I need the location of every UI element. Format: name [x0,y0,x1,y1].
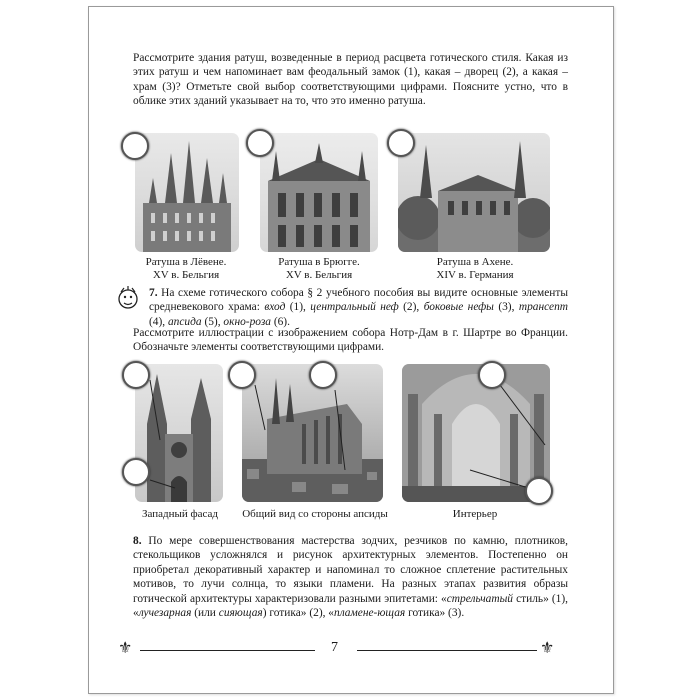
caption-interior: Интерьер [452,508,498,520]
thinking-icon [116,285,140,311]
answer-circle-interior-bottom[interactable] [525,477,553,505]
task8-number: 8. [133,535,142,547]
answer-circle-interior-top[interactable] [478,361,506,389]
caption-leuven: Ратуша в Лёвене. XV в. Бельгия [145,256,227,281]
answer-circle-leuven[interactable] [121,132,149,160]
right-ornament-icon: ⚜ [540,640,555,657]
intro-paragraph: Рассмотрите здания ратуш, возведенные в период расцвета готического стиля. Какая из этих ратуш и чем напоминает вам феодальный замок (1), какая – дворец (2), а какая – храм (3)? Отметьте свой выбор соответствующими цифрами. Поясните устно, что в облике этих зданий указывает на то, что это именно ратуша. [133,52,568,108]
answer-circle-general-right[interactable] [309,361,337,389]
answer-circle-aachen[interactable] [387,129,415,157]
caption-general-view: Общий вид со стороны апсиды [242,508,388,520]
caption-aachen: Ратуша в Ахене. XIV в. Германия [436,256,514,281]
task8-paragraph: 8. По мере совершенствования мастерства зодчих, резчиков по камню, плотников, стекольщиков усложнялся и рисунок архитектурных элементов. Постепенно он приобретал декоративный характер и напоминал то сложное сплетение растительных мотивов, то лучи солнца, то языки пламени. На разных этапах развития образы готической архитектуры характеризовали разными эпитетами: «стрельчатый стиль» (1), «лучезарная (или сияющая) готика» (2), «пламене-ющая готика» (3). [133,535,568,620]
aachen-town-hall-photo [398,133,550,252]
bruges-town-hall-photo [260,133,378,252]
left-ornament-icon: ⚜ [118,640,133,657]
answer-circle-bruges[interactable] [246,129,274,157]
task7-number: 7. [149,287,158,299]
answer-circle-facade-top[interactable] [122,361,150,389]
left-divider [140,650,315,651]
chartres-west-facade-photo [135,364,223,502]
right-divider [357,650,537,651]
answer-circle-facade-bottom[interactable] [122,458,150,486]
task7-paragraph: 7. На схеме готического собора § 2 учебного пособия вы видите основные элементы средневекового храма: вход (1), центральный неф (2), боковые нефы (3), трансепт (4), апсида (5), окно-роза (6). [149,287,569,328]
caption-west-facade: Западный фасад [141,508,219,520]
leuven-town-hall-photo [135,133,239,252]
caption-bruges: Ратуша в Брюгге. XV в. Бельгия [278,256,360,281]
page-number: 7 [331,640,338,655]
task7-instruction: Рассмотрите иллюстрации с изображением собора Нотр-Дам в г. Шартре во Франции. Обозначьте элементы соответствующими цифрами. [133,327,568,354]
answer-circle-general-left[interactable] [228,361,256,389]
